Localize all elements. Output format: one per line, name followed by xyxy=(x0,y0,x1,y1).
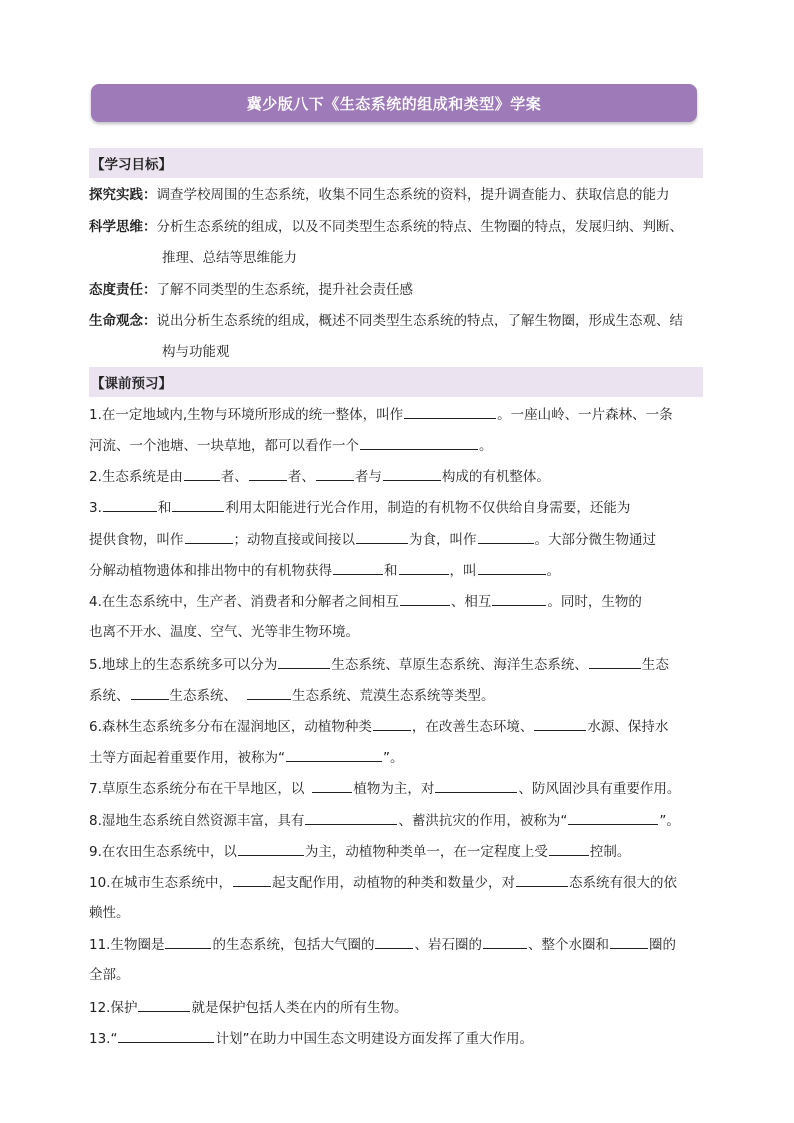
answer-blank[interactable] xyxy=(118,1028,214,1043)
answer-blank[interactable] xyxy=(238,841,304,856)
question-8: 8.湿地生态系统自然资源丰富，具有 、蓄洪抗灾的作用，被称为“ ”。 xyxy=(89,810,709,831)
answer-blank[interactable] xyxy=(184,466,220,481)
answer-blank[interactable] xyxy=(131,685,169,700)
question-13: 13.“ 计划”在助力中国生态文明建设方面发挥了重大作用。 xyxy=(89,1028,709,1049)
question-3: 3. 和 利用太阳能进行光合作用，制造的有机物不仅供给自身需要，还能为 xyxy=(89,497,709,518)
objective-item: 科学思维：分析生态系统的组成，以及不同类型生态系统的特点、生物圈的特点，发展归纳、判断、 xyxy=(89,219,683,235)
question-9: 9.在农田生态系统中，以 为主，动植物种类单一，在一定程度上受 控制。 xyxy=(89,841,709,862)
question-11-cont: 全部。 xyxy=(89,967,130,983)
question-5-cont: 系统、 生态系统、 生态系统、荒漠生态系统等类型。 xyxy=(89,685,709,706)
answer-blank[interactable] xyxy=(492,591,546,606)
answer-blank[interactable] xyxy=(404,404,496,419)
question-11: 11.生物圈是 的生态系统，包括大气圈的 、岩石圈的 、整个水圈和 圈的 xyxy=(89,934,709,955)
question-4-cont: 也离不开水、温度、空气、光等非生物环境。 xyxy=(89,624,359,640)
answer-blank[interactable] xyxy=(383,466,441,481)
answer-blank[interactable] xyxy=(305,810,397,825)
answer-blank[interactable] xyxy=(286,747,382,762)
page-title: 冀少版八下《生态系统的组成和类型》学案 xyxy=(246,94,542,113)
objective-item: 态度责任：了解不同类型的生态系统，提升社会责任感 xyxy=(89,282,413,298)
answer-blank[interactable] xyxy=(399,560,449,575)
answer-blank[interactable] xyxy=(333,560,383,575)
answer-blank[interactable] xyxy=(435,778,517,793)
question-4: 4.在生态系统中，生产者、消费者和分解者之间相互 、相互 。同时，生物的 xyxy=(89,591,709,612)
answer-blank[interactable] xyxy=(478,529,534,544)
answer-blank[interactable] xyxy=(375,934,413,949)
answer-blank[interactable] xyxy=(534,716,586,731)
answer-blank[interactable] xyxy=(185,529,233,544)
question-1: 1.在一定地域内,生物与环境所形成的统一整体，叫作 。一座山岭、一片森林、一条 xyxy=(89,404,709,425)
answer-blank[interactable] xyxy=(312,778,352,793)
answer-blank[interactable] xyxy=(478,560,546,575)
question-7: 7.草原生态系统分布在干旱地区，以 植物为主，对 、防风固沙具有重要作用。 xyxy=(89,778,709,799)
answer-blank[interactable] xyxy=(316,466,354,481)
answer-blank[interactable] xyxy=(103,497,157,512)
section-header-preview: 【课前预习】 xyxy=(89,367,703,397)
answer-blank[interactable] xyxy=(373,716,411,731)
title-banner xyxy=(91,84,697,122)
question-3-cont: 提供食物，叫作 ；动物直接或间接以 为食，叫作 。大部分微生物通过 xyxy=(89,529,709,550)
question-6-cont: 土等方面起着重要作用，被称为“ ”。 xyxy=(89,747,709,768)
answer-blank[interactable] xyxy=(610,934,648,949)
question-3-cont: 分解动植物遗体和排出物中的有机物获得 和 ，叫 。 xyxy=(89,560,709,581)
question-12: 12.保护 就是保护包括人类在内的所有生物。 xyxy=(89,997,709,1018)
section-header-objectives: 【学习目标】 xyxy=(89,148,703,178)
answer-blank[interactable] xyxy=(549,841,589,856)
answer-blank[interactable] xyxy=(356,529,408,544)
answer-blank[interactable] xyxy=(165,934,211,949)
answer-blank[interactable] xyxy=(568,810,658,825)
answer-blank[interactable] xyxy=(483,934,527,949)
question-2: 2.生态系统是由 者、 者、 者与 构成的有机整体。 xyxy=(89,466,709,487)
answer-blank[interactable] xyxy=(233,872,271,887)
answer-blank[interactable] xyxy=(247,685,291,700)
answer-blank[interactable] xyxy=(589,654,641,669)
answer-blank[interactable] xyxy=(360,435,478,450)
answer-blank[interactable] xyxy=(400,591,450,606)
answer-blank[interactable] xyxy=(138,997,190,1012)
answer-blank[interactable] xyxy=(172,497,224,512)
question-5: 5.地球上的生态系统多可以分为 生态系统、草原生态系统、海洋生态系统、 生态 xyxy=(89,654,709,675)
objective-item: 生命观念：说出分析生态系统的组成，概述不同类型生态系统的特点，了解生物圈，形成生态观、结 xyxy=(89,313,683,329)
objective-item: 探究实践：调查学校周围的生态系统，收集不同生态系统的资料，提升调查能力、获取信息的能力 xyxy=(89,187,670,203)
question-1-cont: 河流、一个池塘、一块草地，都可以看作一个 。 xyxy=(89,435,709,456)
objective-item-cont: 推理、总结等思维能力 xyxy=(162,250,297,266)
answer-blank[interactable] xyxy=(516,872,568,887)
question-6: 6.森林生态系统多分布在湿润地区，动植物种类 ，在改善生态环境、 水源、保持水 xyxy=(89,716,709,737)
question-10-cont: 赖性。 xyxy=(89,905,130,921)
answer-blank[interactable] xyxy=(249,466,287,481)
answer-blank[interactable] xyxy=(278,654,330,669)
objective-item-cont: 构与功能观 xyxy=(162,344,230,360)
question-10: 10.在城市生态系统中， 起支配作用，动植物的种类和数量少，对 态系统有很大的依 xyxy=(89,872,709,893)
